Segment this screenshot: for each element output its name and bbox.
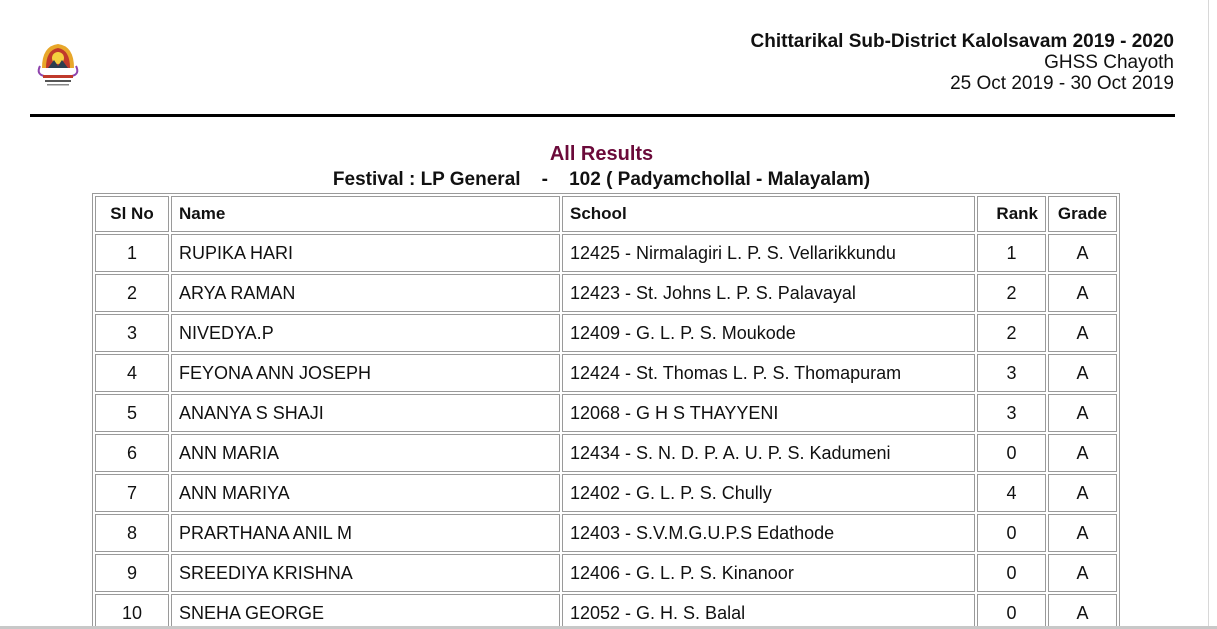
- column-header-name: Name: [171, 196, 560, 232]
- cell-name: NIVEDYA.P: [171, 314, 560, 352]
- cell-grade: A: [1048, 554, 1117, 592]
- cell-rank: 0: [977, 554, 1046, 592]
- cell-school: 12068 - G H S THAYYENI: [562, 394, 975, 432]
- table-row: [95, 234, 1117, 272]
- cell-sl-no: 6: [95, 434, 169, 472]
- cell-sl-no: 5: [95, 394, 169, 432]
- column-header-school: School: [562, 196, 975, 232]
- cell-grade: A: [1048, 354, 1117, 392]
- cell-name: SREEDIYA KRISHNA: [171, 554, 560, 592]
- cell-sl-no: 10: [95, 594, 169, 629]
- cell-school: 12052 - G. H. S. Balal: [562, 594, 975, 629]
- cell-school: 12403 - S.V.M.G.U.P.S Edathode: [562, 514, 975, 552]
- cell-grade: A: [1048, 594, 1117, 629]
- event-header: [751, 31, 1174, 94]
- table-row: [95, 394, 1117, 432]
- table-header-row: [95, 196, 1117, 232]
- table-row: [95, 474, 1117, 512]
- table-row: [95, 314, 1117, 352]
- header-divider: [30, 114, 1175, 117]
- cell-grade: A: [1048, 514, 1117, 552]
- cell-name: RUPIKA HARI: [171, 234, 560, 272]
- cell-school: 12402 - G. L. P. S. Chully: [562, 474, 975, 512]
- cell-school: 12434 - S. N. D. P. A. U. P. S. Kadumeni: [562, 434, 975, 472]
- table-row: [95, 434, 1117, 472]
- cell-sl-no: 1: [95, 234, 169, 272]
- table-row: [95, 594, 1117, 629]
- cell-grade: A: [1048, 394, 1117, 432]
- table-row: [95, 354, 1117, 392]
- cell-rank: 0: [977, 594, 1046, 629]
- event-dates: 25 Oct 2019 - 30 Oct 2019: [950, 73, 1174, 94]
- cell-sl-no: 8: [95, 514, 169, 552]
- festival-line: Festival : LP General - 102 ( Padyamchollal - Malayalam): [332, 169, 871, 190]
- cell-sl-no: 7: [95, 474, 169, 512]
- column-header-grade: Grade: [1048, 196, 1117, 232]
- table-row: [95, 274, 1117, 312]
- table-row: [95, 554, 1117, 592]
- cell-grade: A: [1048, 314, 1117, 352]
- cell-grade: A: [1048, 434, 1117, 472]
- cell-name: ANN MARIYA: [171, 474, 560, 512]
- cell-name: ANN MARIA: [171, 434, 560, 472]
- report-heading: All Results: [549, 143, 654, 165]
- cell-school: 12425 - Nirmalagiri L. P. S. Vellarikkundu: [562, 234, 975, 272]
- cell-rank: 0: [977, 514, 1046, 552]
- kalolsavam-logo-icon: [34, 38, 82, 90]
- cell-rank: 3: [977, 354, 1046, 392]
- event-title: Chittarikal Sub-District Kalolsavam 2019 - 2020: [750, 31, 1174, 52]
- cell-rank: 2: [977, 314, 1046, 352]
- cell-school: 12409 - G. L. P. S. Moukode: [562, 314, 975, 352]
- cell-grade: A: [1048, 474, 1117, 512]
- cell-sl-no: 2: [95, 274, 169, 312]
- cell-school: 12406 - G. L. P. S. Kinanoor: [562, 554, 975, 592]
- cell-rank: 2: [977, 274, 1046, 312]
- cell-rank: 4: [977, 474, 1046, 512]
- cell-sl-no: 9: [95, 554, 169, 592]
- cell-school: 12423 - St. Johns L. P. S. Palavayal: [562, 274, 975, 312]
- cell-rank: 0: [977, 434, 1046, 472]
- cell-grade: A: [1048, 234, 1117, 272]
- cell-school: 12424 - St. Thomas L. P. S. Thomapuram: [562, 354, 975, 392]
- cell-rank: 1: [977, 234, 1046, 272]
- column-header-sl-no: Sl No: [95, 196, 169, 232]
- results-table: [92, 193, 1120, 629]
- cell-name: FEYONA ANN JOSEPH: [171, 354, 560, 392]
- cell-sl-no: 4: [95, 354, 169, 392]
- cell-rank: 3: [977, 394, 1046, 432]
- cell-name: SNEHA GEORGE: [171, 594, 560, 629]
- cell-name: ARYA RAMAN: [171, 274, 560, 312]
- page-right-edge: [1208, 0, 1209, 629]
- table-row: [95, 514, 1117, 552]
- cell-sl-no: 3: [95, 314, 169, 352]
- cell-name: ANANYA S SHAJI: [171, 394, 560, 432]
- column-header-rank: Rank: [977, 196, 1046, 232]
- cell-name: PRARTHANA ANIL M: [171, 514, 560, 552]
- event-venue: GHSS Chayoth: [1044, 52, 1174, 73]
- cell-grade: A: [1048, 274, 1117, 312]
